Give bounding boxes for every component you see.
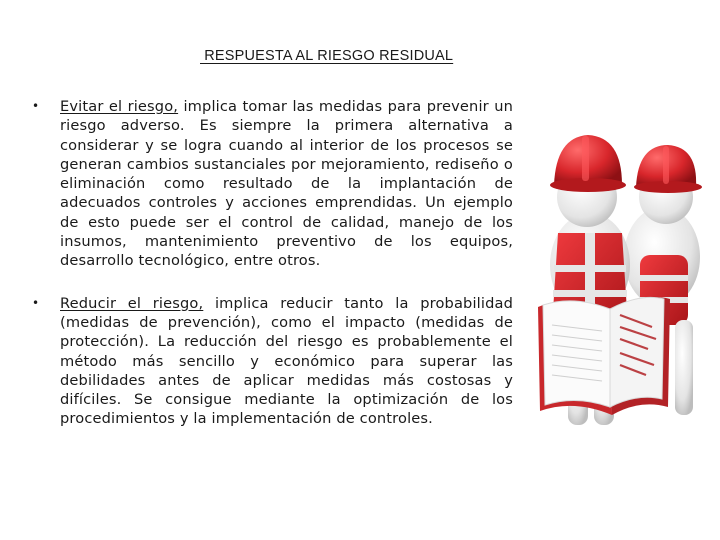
- bullet-icon: •: [32, 295, 40, 310]
- page-title: RESPUESTA AL RIESGO RESIDUAL: [200, 48, 454, 64]
- list-item: [28, 97, 513, 271]
- safety-figures-illustration: [530, 115, 720, 435]
- term-reducir: Reducir el riesgo,: [60, 294, 204, 312]
- red-book-icon: [538, 297, 670, 415]
- list-item: [28, 294, 513, 429]
- bullet-icon: •: [32, 99, 40, 113]
- bullet-list: [28, 97, 513, 452]
- term-evitar: Evitar el riesgo,: [60, 98, 179, 115]
- paragraph-reducir: [60, 294, 513, 429]
- text-evitar: implica tomar las medidas para prevenir un riesgo adverso. Es siempre la primera alternativa a considerar y se logra cuando al interior de los procesos se generan cambios sustanciales por mejoramiento, rediseño o eliminación como resultado de la implantación de adecuados controles y acciones emprendidas. Un ejemplo de esto puede ser el control de calidad, manejo de los insumos, mantenimiento preventivo de los equipos, desarrollo tecnológico, entre otros.: [60, 98, 513, 270]
- text-reducir: implica reducir tanto la probabilidad (medidas de prevención), como el impacto (medidas de protección). La reducción del riesgo es probablemente el método más sencillo y económico para superar las debilidades antes de aplicar medidas más costosas y difíciles. Se consigue mediante la optimización de los procedimientos y la implementación de controles.: [60, 294, 513, 428]
- paragraph-evitar: [60, 97, 513, 271]
